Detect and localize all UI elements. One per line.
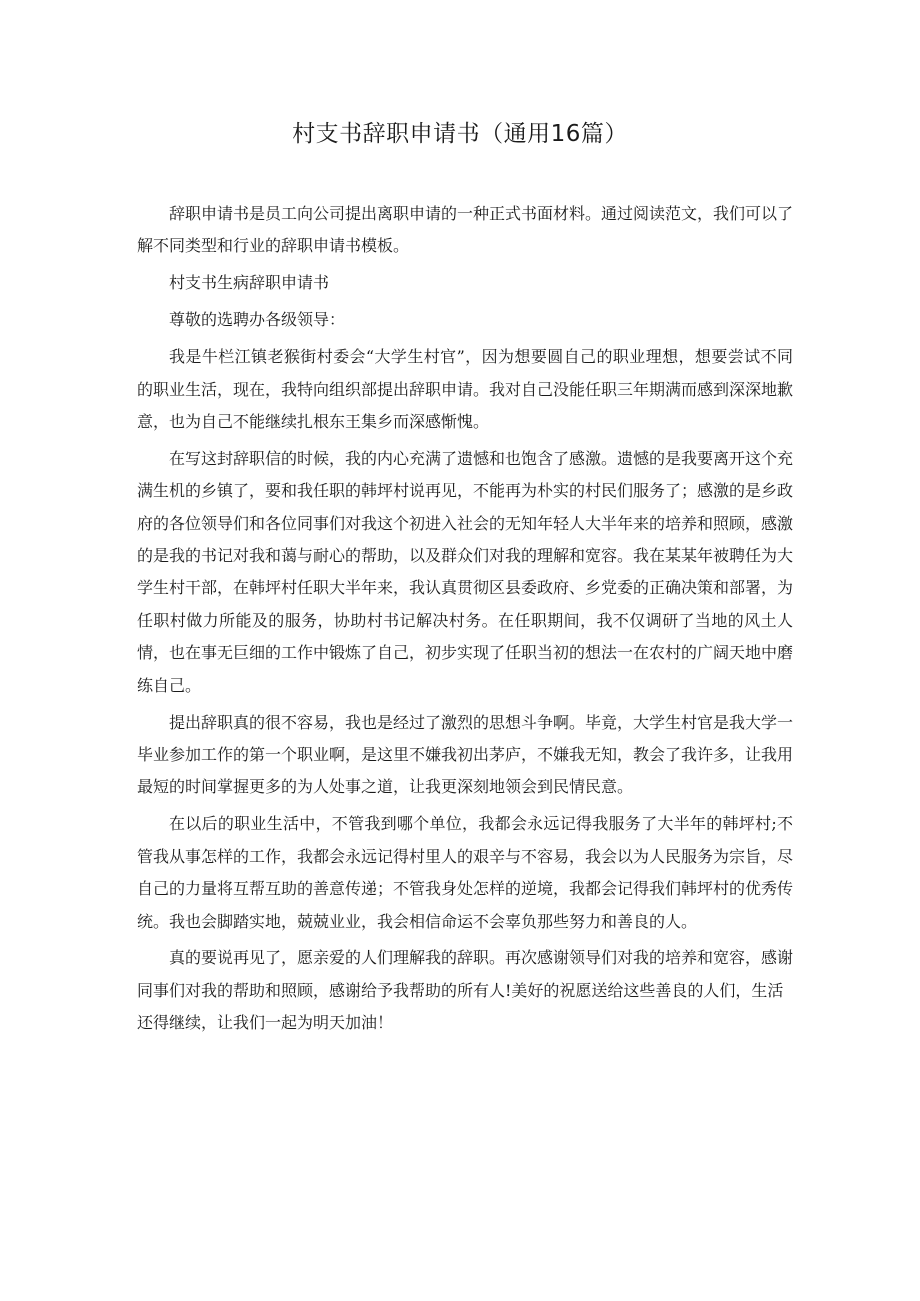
paragraph-body-4: 在以后的职业生活中，不管我到哪个单位，我都会永远记得我服务了大半年的韩坪村;不管我从事怎样的工作，我都会永远记得村里人的艰辛与不容易，我会以为人民服务为宗旨，尽自己的力量将互帮互助的善意传递；不管我身处怎样的逆境，我都会记得我们韩坪村的优秀传统。我也会脚踏实地，兢兢业业，我会相信命运不会辜负那些努力和善良的人。 (137, 814, 794, 931)
document-body (137, 198, 793, 1044)
paragraph-body-2: 在写这封辞职信的时候，我的内心充满了遗憾和也饱含了感激。遗憾的是我要离开这个充满生机的乡镇了，要和我任职的韩坪村说再见，不能再为朴实的村民们服务了；感激的是乡政府的各位领导们和各位同事们对我这个初进入社会的无知年轻人大半年来的培养和照顾，感激的是我的书记对我和蔼与耐心的帮助，以及群众们对我的理解和宽容。我在某某年被聘任为大学生村干部，在韩坪村任职大半年来，我认真贯彻区县委政府、乡党委的正确决策和部署，为任职村做力所能及的服务，协助村书记解决村务。在任职期间，我不仅调研了当地的风土人情，也在事无巨细的工作中锻炼了自己，初步实现了任职当初的想法一在农村的广阔天地中磨练自己。 (137, 448, 794, 695)
paragraph-body-3: 提出辞职真的很不容易，我也是经过了激烈的思想斗争啊。毕竟，大学生村官是我大学一毕业参加工作的第一个职业啊，是这里不嫌我初出茅庐，不嫌我无知，教会了我许多，让我用最短的时间掌握更多的为人处事之道，让我更深刻地领会到民情民意。 (137, 712, 794, 797)
paragraph-subtitle: 村支书生病辞职申请书 (169, 273, 330, 293)
paragraph-intro: 辞职申请书是员工向公司提出离职申请的一种正式书面材料。通过阅读范文，我们可以了解不同类型和行业的辞职申请书模板。 (137, 204, 794, 256)
paragraph-body-1: 我是牛栏江镇老猴街村委会“大学生村官”，因为想要圆自己的职业理想，想要尝试不同的职业生活，现在，我特向组织部提出辞职申请。我对自己没能任职三年期满而感到深深地歉意，也为自己不能继续扎根东王集乡而深感惭愧。 (137, 347, 794, 431)
paragraph-closing: 真的要说再见了，愿亲爱的人们理解我的辞职。再次感谢领导们对我的培养和宽容，感谢同事们对我的帮助和照顾，感谢给予我帮助的所有人!美好的祝愿送给这些善良的人们，生活还得继续，让我们一起为明天加油！ (137, 948, 794, 1033)
document-title: 村支书辞职申请书（通用16篇） (292, 121, 628, 147)
paragraph-salutation: 尊敬的选聘办各级领导： (169, 310, 346, 330)
